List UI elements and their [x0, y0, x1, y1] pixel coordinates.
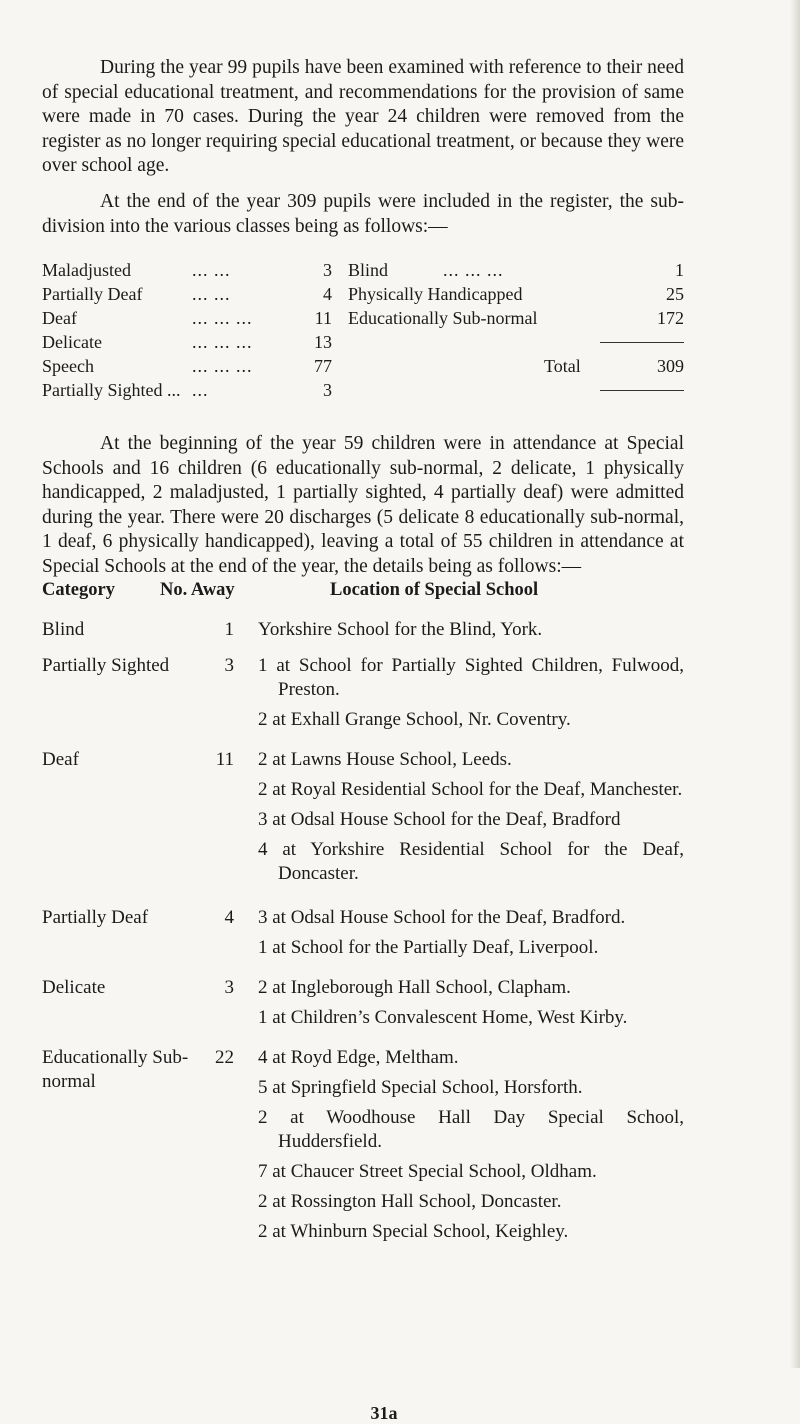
category-label: Delicate	[42, 977, 106, 998]
location-item: 2 at Exhall Grange School, Nr. Coventry.	[258, 709, 571, 730]
register-row	[42, 282, 332, 306]
paragraph-special-schools: At the beginning of the year 59 children were in attendance at Special Schools and 16 children (6 educationally sub-normal, 2 delicate, 1 physically handicapped, 2 maladjusted, 1 partially sighted, 4 partially deaf) were admitted during the year. There were 20 discharges (5 delicate 8 educationally sub-normal, 1 deaf, 6 physically handicapped), leaving a total of 55 children in attendance at Special Schools at the end of the year, the details being as follows:—	[42, 433, 684, 577]
count-value: 1	[224, 619, 234, 640]
location-item: 7 at Chaucer Street Special School, Oldham.	[258, 1161, 597, 1182]
count-value: 3	[224, 977, 234, 998]
register-label: Delicate	[42, 332, 102, 352]
location-list	[258, 976, 684, 1030]
location-item: 4 at Royd Edge, Meltham.	[258, 1047, 459, 1068]
special-schools-table	[42, 618, 722, 1250]
register-label: Blind	[348, 260, 389, 280]
count-value: 3	[224, 655, 234, 676]
register-label: Physically Handicapped	[348, 284, 523, 304]
register-value: 13	[314, 332, 332, 352]
location-list	[258, 906, 684, 960]
category-label: Deaf	[42, 749, 79, 770]
register-value: 4	[323, 284, 332, 304]
location-item: 1 at School for Partially Sighted Children, Fulwood, Preston.	[258, 655, 684, 700]
location-item: 1 at Children’s Convalescent Home, West Kirby.	[258, 1007, 628, 1028]
location-item: 2 at Ingleborough Hall School, Clapham.	[258, 977, 571, 998]
header-number-away: No. Away	[160, 580, 235, 600]
table-row	[42, 618, 722, 642]
category-label: Partially Sighted	[42, 655, 170, 676]
leader-dots: ... ... ...	[192, 332, 253, 352]
register-row	[348, 282, 684, 306]
location-list	[258, 748, 684, 886]
register-value: 25	[666, 284, 684, 304]
register-row	[42, 378, 332, 402]
table-row	[42, 1046, 722, 1244]
register-label: Partially Deaf	[42, 284, 143, 304]
paragraph-register-intro: At the end of the year 309 pupils were included in the register, the sub-division into the various classes being as follows:—	[42, 191, 684, 237]
table-row	[42, 976, 722, 1030]
count-value: 22	[215, 1047, 234, 1068]
total-value: 309	[657, 356, 684, 376]
location-item: 3 at Odsal House School for the Deaf, Bradford.	[258, 907, 626, 928]
leader-dots: ...	[192, 380, 209, 400]
total-rule-bottom	[600, 390, 684, 391]
location-list	[258, 1046, 684, 1244]
count-value: 11	[215, 749, 234, 770]
location-item: 2 at Lawns House School, Leeds.	[258, 749, 512, 770]
location-item: 4 at Yorkshire Residential School for the Deaf, Doncaster.	[258, 839, 684, 884]
register-row	[42, 354, 332, 378]
register-row	[348, 306, 684, 330]
paragraph-examinations: During the year 99 pupils have been examined with reference to their need of special educational treatment, and recommendations for the provision of same were made in 70 cases. During the year 24 children were removed from the register as no longer requiring special educational treatment, or because they were over school age.	[42, 57, 684, 176]
location-list	[258, 654, 684, 732]
leader-dots: ... ... ...	[192, 356, 253, 376]
leader-dots: ... ...	[192, 260, 231, 280]
location-item: 2 at Royal Residential School for the Deaf, Manchester.	[258, 779, 683, 800]
register-row	[42, 306, 332, 330]
register-label: Maladjusted	[42, 260, 131, 280]
location-item: 5 at Springfield Special School, Horsforth.	[258, 1077, 583, 1098]
location-item: 3 at Odsal House School for the Deaf, Bradford	[258, 809, 621, 830]
category-label: Partially Deaf	[42, 907, 149, 928]
register-row	[42, 330, 332, 354]
register-label: Speech	[42, 356, 94, 376]
category-label: Educationally Sub-normal	[42, 1047, 189, 1092]
register-value: 172	[657, 308, 684, 328]
page-number: 31a	[370, 1403, 398, 1423]
table-row	[42, 906, 722, 960]
register-right-column	[348, 258, 684, 391]
register-value: 77	[314, 356, 332, 376]
category-label: Blind	[42, 619, 85, 640]
table-row	[42, 654, 722, 732]
register-value: 11	[314, 308, 332, 328]
location-item: Yorkshire School for the Blind, York.	[258, 619, 543, 640]
count-value: 4	[224, 907, 234, 928]
register-value: 1	[675, 260, 684, 280]
register-row	[42, 258, 332, 282]
location-item: 2 at Whinburn Special School, Keighley.	[258, 1221, 569, 1242]
register-total-row	[348, 354, 684, 378]
leader-dots: ... ... ...	[192, 308, 253, 328]
total-rule-top	[600, 342, 684, 343]
leader-dots: ... ... ...	[443, 260, 504, 280]
page-edge-shadow	[790, 0, 800, 1368]
total-label: Total	[544, 356, 581, 376]
register-value: 3	[323, 380, 332, 400]
register-row	[348, 258, 684, 282]
location-item: 1 at School for the Partially Deaf, Liverpool.	[258, 937, 599, 958]
location-list	[258, 618, 684, 642]
register-left-column	[42, 258, 332, 402]
register-label: Educationally Sub-normal	[348, 308, 538, 328]
register-label: Partially Sighted ...	[42, 380, 181, 400]
leader-dots: ... ...	[192, 284, 231, 304]
register-label: Deaf	[42, 308, 77, 328]
location-item: 2 at Woodhouse Hall Day Special School, Huddersfield.	[258, 1107, 684, 1152]
table-row	[42, 748, 722, 886]
header-location: Location of Special School	[330, 580, 539, 600]
header-category: Category	[42, 580, 115, 600]
location-item: 2 at Rossington Hall School, Doncaster.	[258, 1191, 562, 1212]
register-value: 3	[323, 260, 332, 280]
